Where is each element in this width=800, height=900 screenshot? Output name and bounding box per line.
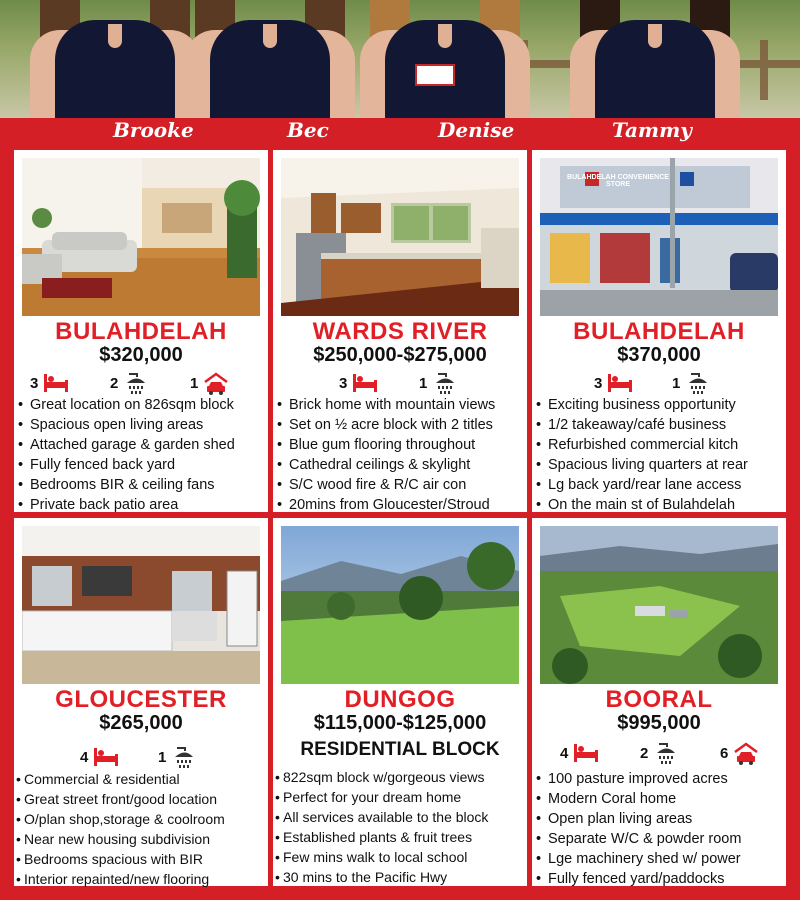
list-item: • Perfect for your dream home [273, 787, 527, 807]
bed-icon [43, 372, 69, 394]
agent-photo-bec [185, 0, 355, 118]
listing-card-bulahdelah-1[interactable] [14, 150, 268, 512]
listing-features-icons [532, 742, 786, 766]
list-item: • On the main st of Bulahdelah [532, 495, 786, 515]
listing-price: $320,000 [99, 344, 183, 366]
listing-features-icons [273, 372, 527, 396]
footer-strip [0, 888, 800, 900]
list-item: • Exciting business opportunity [532, 395, 786, 415]
bed-icon [93, 746, 119, 768]
shower-icon [653, 742, 677, 766]
list-item: • Spacious living quarters at rear [532, 455, 786, 475]
list-item: • Interior repainted/new flooring [14, 869, 268, 889]
listing-photo-living-room [22, 158, 260, 316]
agent-photo-tammy [570, 0, 740, 118]
baths-count: 2 [110, 375, 119, 392]
listing-feature-list [14, 769, 268, 889]
list-item: • 822sqm block w/gorgeous views [273, 767, 527, 787]
bed-icon [352, 372, 378, 394]
list-item: • S/C wood fire & R/C air con [273, 475, 527, 495]
listing-features-icons [14, 372, 268, 396]
agent-name-tammy: Tammy [612, 118, 692, 142]
listing-photo-shop-interior [22, 526, 260, 684]
store-sign-text: BULAHDELAH CONVENIENCE STORE [567, 174, 669, 188]
listing-photo-land-block [281, 526, 519, 684]
list-item: • Fully fenced back yard [14, 455, 268, 475]
listing-town: DUNGOG [344, 686, 456, 713]
agent-name-brooke: Brooke [113, 118, 194, 142]
name-badge [415, 64, 455, 86]
listing-town: BULAHDELAH [55, 318, 227, 345]
list-item: • Brick home with mountain views [273, 395, 527, 415]
listing-card-booral[interactable] [532, 518, 786, 886]
agent-name-denise: Denise [438, 118, 515, 142]
listing-features-icons [14, 746, 268, 770]
baths-count: 1 [158, 749, 167, 766]
list-item: • Attached garage & garden shed [14, 435, 268, 455]
listing-price: $265,000 [99, 712, 183, 734]
listing-town: WARDS RIVER [312, 318, 488, 345]
shower-icon [432, 372, 456, 396]
listing-card-dungog[interactable] [273, 518, 527, 886]
listing-price: $250,000-$275,000 [313, 344, 487, 366]
bed-icon [573, 742, 599, 764]
agents-banner [0, 0, 800, 118]
bed-icon [607, 372, 633, 394]
list-item: • Fully fenced yard/paddocks [532, 869, 786, 889]
list-item: • Great location on 826sqm block [14, 395, 268, 415]
listing-card-wards-river[interactable] [273, 150, 527, 512]
list-item: • All services available to the block [273, 807, 527, 827]
list-item: • Spacious open living areas [14, 415, 268, 435]
listing-feature-list [273, 395, 527, 515]
listing-feature-list [14, 395, 268, 515]
agent-photo-brooke [30, 0, 200, 118]
list-item: • Refurbished commercial kitch [532, 435, 786, 455]
baths-count: 1 [419, 375, 428, 392]
list-item: • 30 mins to the Pacific Hwy [273, 867, 527, 887]
listing-town: BULAHDELAH [573, 318, 745, 345]
list-item: • Few mins walk to local school [273, 847, 527, 867]
list-item: • 20mins from Gloucester/Stroud [273, 495, 527, 515]
beds-count: 3 [339, 375, 348, 392]
cars-count: 1 [190, 375, 199, 392]
listing-price: $370,000 [617, 344, 701, 366]
car-icon [733, 742, 759, 766]
listing-price: $995,000 [617, 712, 701, 734]
list-item: • Bedrooms spacious with BIR [14, 849, 268, 869]
listing-photo-acreage [540, 526, 778, 684]
listing-feature-list [273, 767, 527, 887]
list-item: • O/plan shop,storage & coolroom [14, 809, 268, 829]
agent-names [0, 118, 800, 148]
shower-icon [123, 372, 147, 396]
list-item: • Lg back yard/rear lane access [532, 475, 786, 495]
baths-count: 1 [672, 375, 681, 392]
list-item: • Open plan living areas [532, 809, 786, 829]
listing-feature-list [532, 395, 786, 515]
list-item: • Set on ½ acre block with 2 titles [273, 415, 527, 435]
listing-photo-kitchen [281, 158, 519, 316]
listing-card-bulahdelah-2[interactable] [532, 150, 786, 512]
baths-count: 2 [640, 745, 649, 762]
list-item: • Separate W/C & powder room [532, 829, 786, 849]
beds-count: 3 [594, 375, 603, 392]
list-item: • Private back patio area [14, 495, 268, 515]
list-item: • 1/2 takeaway/café business [532, 415, 786, 435]
car-icon [203, 372, 229, 396]
list-item: • Bedrooms BIR & ceiling fans [14, 475, 268, 495]
list-item: • Modern Coral home [532, 789, 786, 809]
listing-card-gloucester[interactable] [14, 518, 268, 886]
list-item: • Commercial & residential [14, 769, 268, 789]
listing-subtitle: RESIDENTIAL BLOCK [300, 739, 500, 760]
listing-price: $115,000-$125,000 [313, 712, 487, 734]
listing-features-icons [532, 372, 786, 396]
list-item: • Great street front/good location [14, 789, 268, 809]
beds-count: 4 [80, 749, 89, 766]
list-item: • Cathedral ceilings & skylight [273, 455, 527, 475]
listing-feature-list [532, 769, 786, 889]
list-item: • Near new housing subdivision [14, 829, 268, 849]
agent-photo-denise [360, 0, 530, 118]
list-item: • 100 pasture improved acres [532, 769, 786, 789]
list-item: • Blue gum flooring throughout [273, 435, 527, 455]
shower-icon [171, 746, 195, 770]
cars-count: 6 [720, 745, 729, 762]
beds-count: 3 [30, 375, 39, 392]
agent-name-bec: Bec [287, 118, 329, 142]
listing-town: GLOUCESTER [55, 686, 227, 713]
beds-count: 4 [560, 745, 569, 762]
listing-town: BOORAL [605, 686, 713, 713]
list-item: • Established plants & fruit trees [273, 827, 527, 847]
list-item: • Lge machinery shed w/ power [532, 849, 786, 869]
shower-icon [685, 372, 709, 396]
